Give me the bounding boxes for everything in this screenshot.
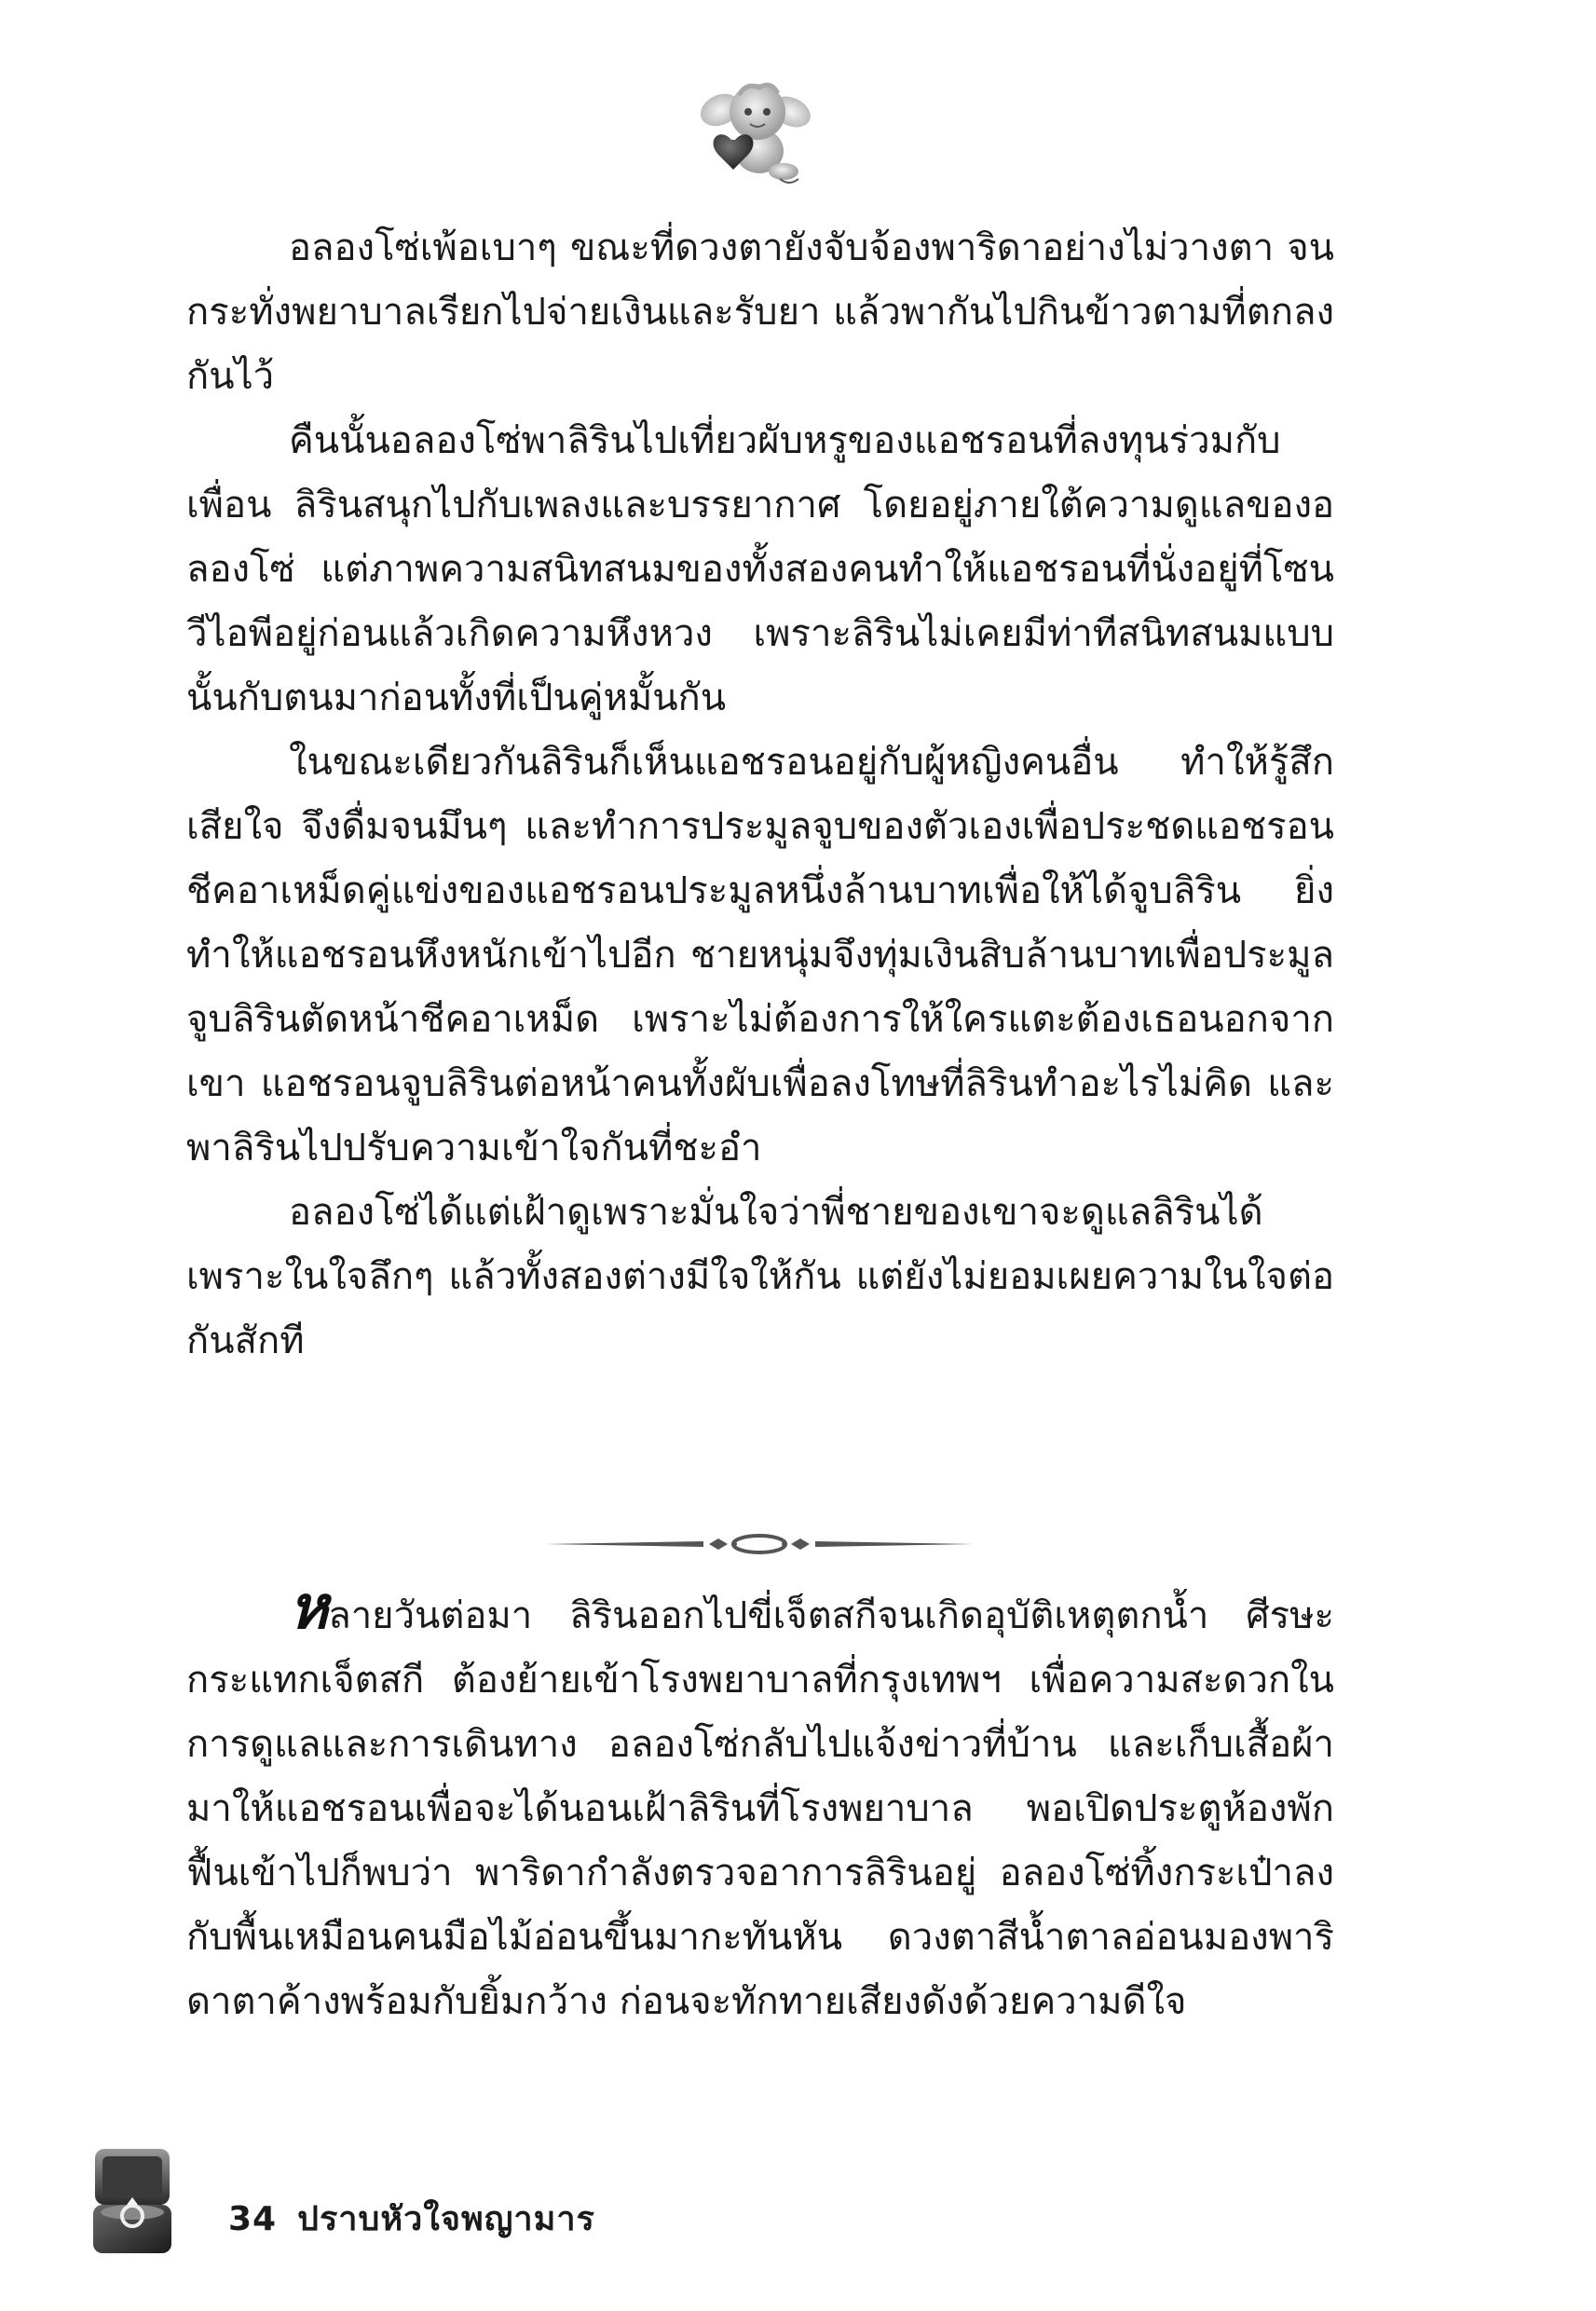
page-footer <box>228 2192 616 2245</box>
paragraph: อลองโซ่ได้แต่เฝ้าดูเพราะมั่นใจว่าพี่ชายของเขาจะดูแลลิรินได้ เพราะในใจลึกๆ แล้วทั้งสองต่างมีใจให้กัน แต่ยังไม่ยอมเผยความในใจต่อกันสักที <box>186 1191 1334 1362</box>
dropcap-letter: ห <box>289 1573 329 1643</box>
ornamental-divider-icon <box>545 1525 974 1563</box>
paragraph-with-dropcap <box>186 1573 1334 2034</box>
cherub-heart-icon <box>694 75 815 186</box>
paragraph: คืนนั้นอลองโซ่พาลิรินไปเที่ยวผับหรูของแอชรอนที่ลงทุนร่วมกับเพื่อน ลิรินสนุกไปกับเพลงและบรรยากาศ โดยอยู่ภายใต้ความดูแลของอลองโซ่ แต่ภาพความสนิทสนมของทั้งสองคนทำให้แอชรอนที่นั่งอยู่ที่โซนวีไอพีอยู่ก่อนแล้วเกิดความหึงหวง เพราะลิรินไม่เคยมีท่าทีสนิทสนมแบบนั้นกับตนมาก่อนทั้งที่เป็นคู่หมั้นกัน <box>186 419 1334 719</box>
ring-box-icon <box>86 2143 179 2260</box>
body-text-bottom <box>186 1573 1334 2034</box>
page-number: 34 <box>228 2200 278 2238</box>
paragraph: ในขณะเดียวกันลิรินก็เห็นแอชรอนอยู่กับผู้หญิงคนอื่น ทำให้รู้สึกเสียใจ จึงดื่มจนมึนๆ และทำการประมูลจูบของตัวเองเพื่อประชดแอชรอน ชีคอาเหม็ดคู่แข่งของแอชรอนประมูลหนึ่งล้านบาทเพื่อให้ได้จูบลิริน ยิ่งทำให้แอชรอนหึงหนักเข้าไปอีก ชายหนุ่มจึงทุ่มเงินสิบล้านบาทเพื่อประมูลจูบลิรินตัดหน้าชีคอาเหม็ด เพราะไม่ต้องการให้ใครแตะต้องเธอนอกจากเขา แอชรอนจูบลิรินต่อหน้าคนทั้งผับเพื่อลงโทษที่ลิรินทำอะไรไม่คิด และพาลิรินไปปรับความเข้าใจกันที่ชะอำ <box>186 741 1334 1169</box>
book-title: ปราบหัวใจพญามาร <box>297 2200 595 2238</box>
paragraph: อลองโซ่เพ้อเบาๆ ขณะที่ดวงตายังจับจ้องพาริดาอย่างไม่วางตา จนกระทั่งพยาบาลเรียกไปจ่ายเงินและรับยา แล้วพากันไปกินข้าวตามที่ตกลงกันไว้ <box>186 226 1334 398</box>
body-text-top <box>186 216 1334 1374</box>
paragraph-text: ลายวันต่อมา ลิรินออกไปขี่เจ็ตสกีจนเกิดอุบัติเหตุตกน้ำ ศีรษะกระแทกเจ็ตสกี ต้องย้ายเข้าโรงพยาบาลที่กรุงเทพฯ เพื่อความสะดวกในการดูแลและการเดินทาง อลองโซ่กลับไปแจ้งข่าวที่บ้าน และเก็บเสื้อผ้ามาให้แอชรอนเพื่อจะได้นอนเฝ้าลิรินที่โรงพยาบาล พอเปิดประตูห้องพักฟื้นเข้าไปก็พบว่า พาริดากำลังตรวจอาการลิรินอยู่ อลองโซ่ทิ้งกระเป๋าลงกับพื้นเหมือนคนมือไม้อ่อนขึ้นมากะทันหัน ดวงตาสีน้ำตาลอ่อนมองพาริดาตาค้างพร้อมกับยิ้มกว้าง ก่อนจะทักทายเสียงดังด้วยความดีใจ <box>186 1594 1334 2023</box>
